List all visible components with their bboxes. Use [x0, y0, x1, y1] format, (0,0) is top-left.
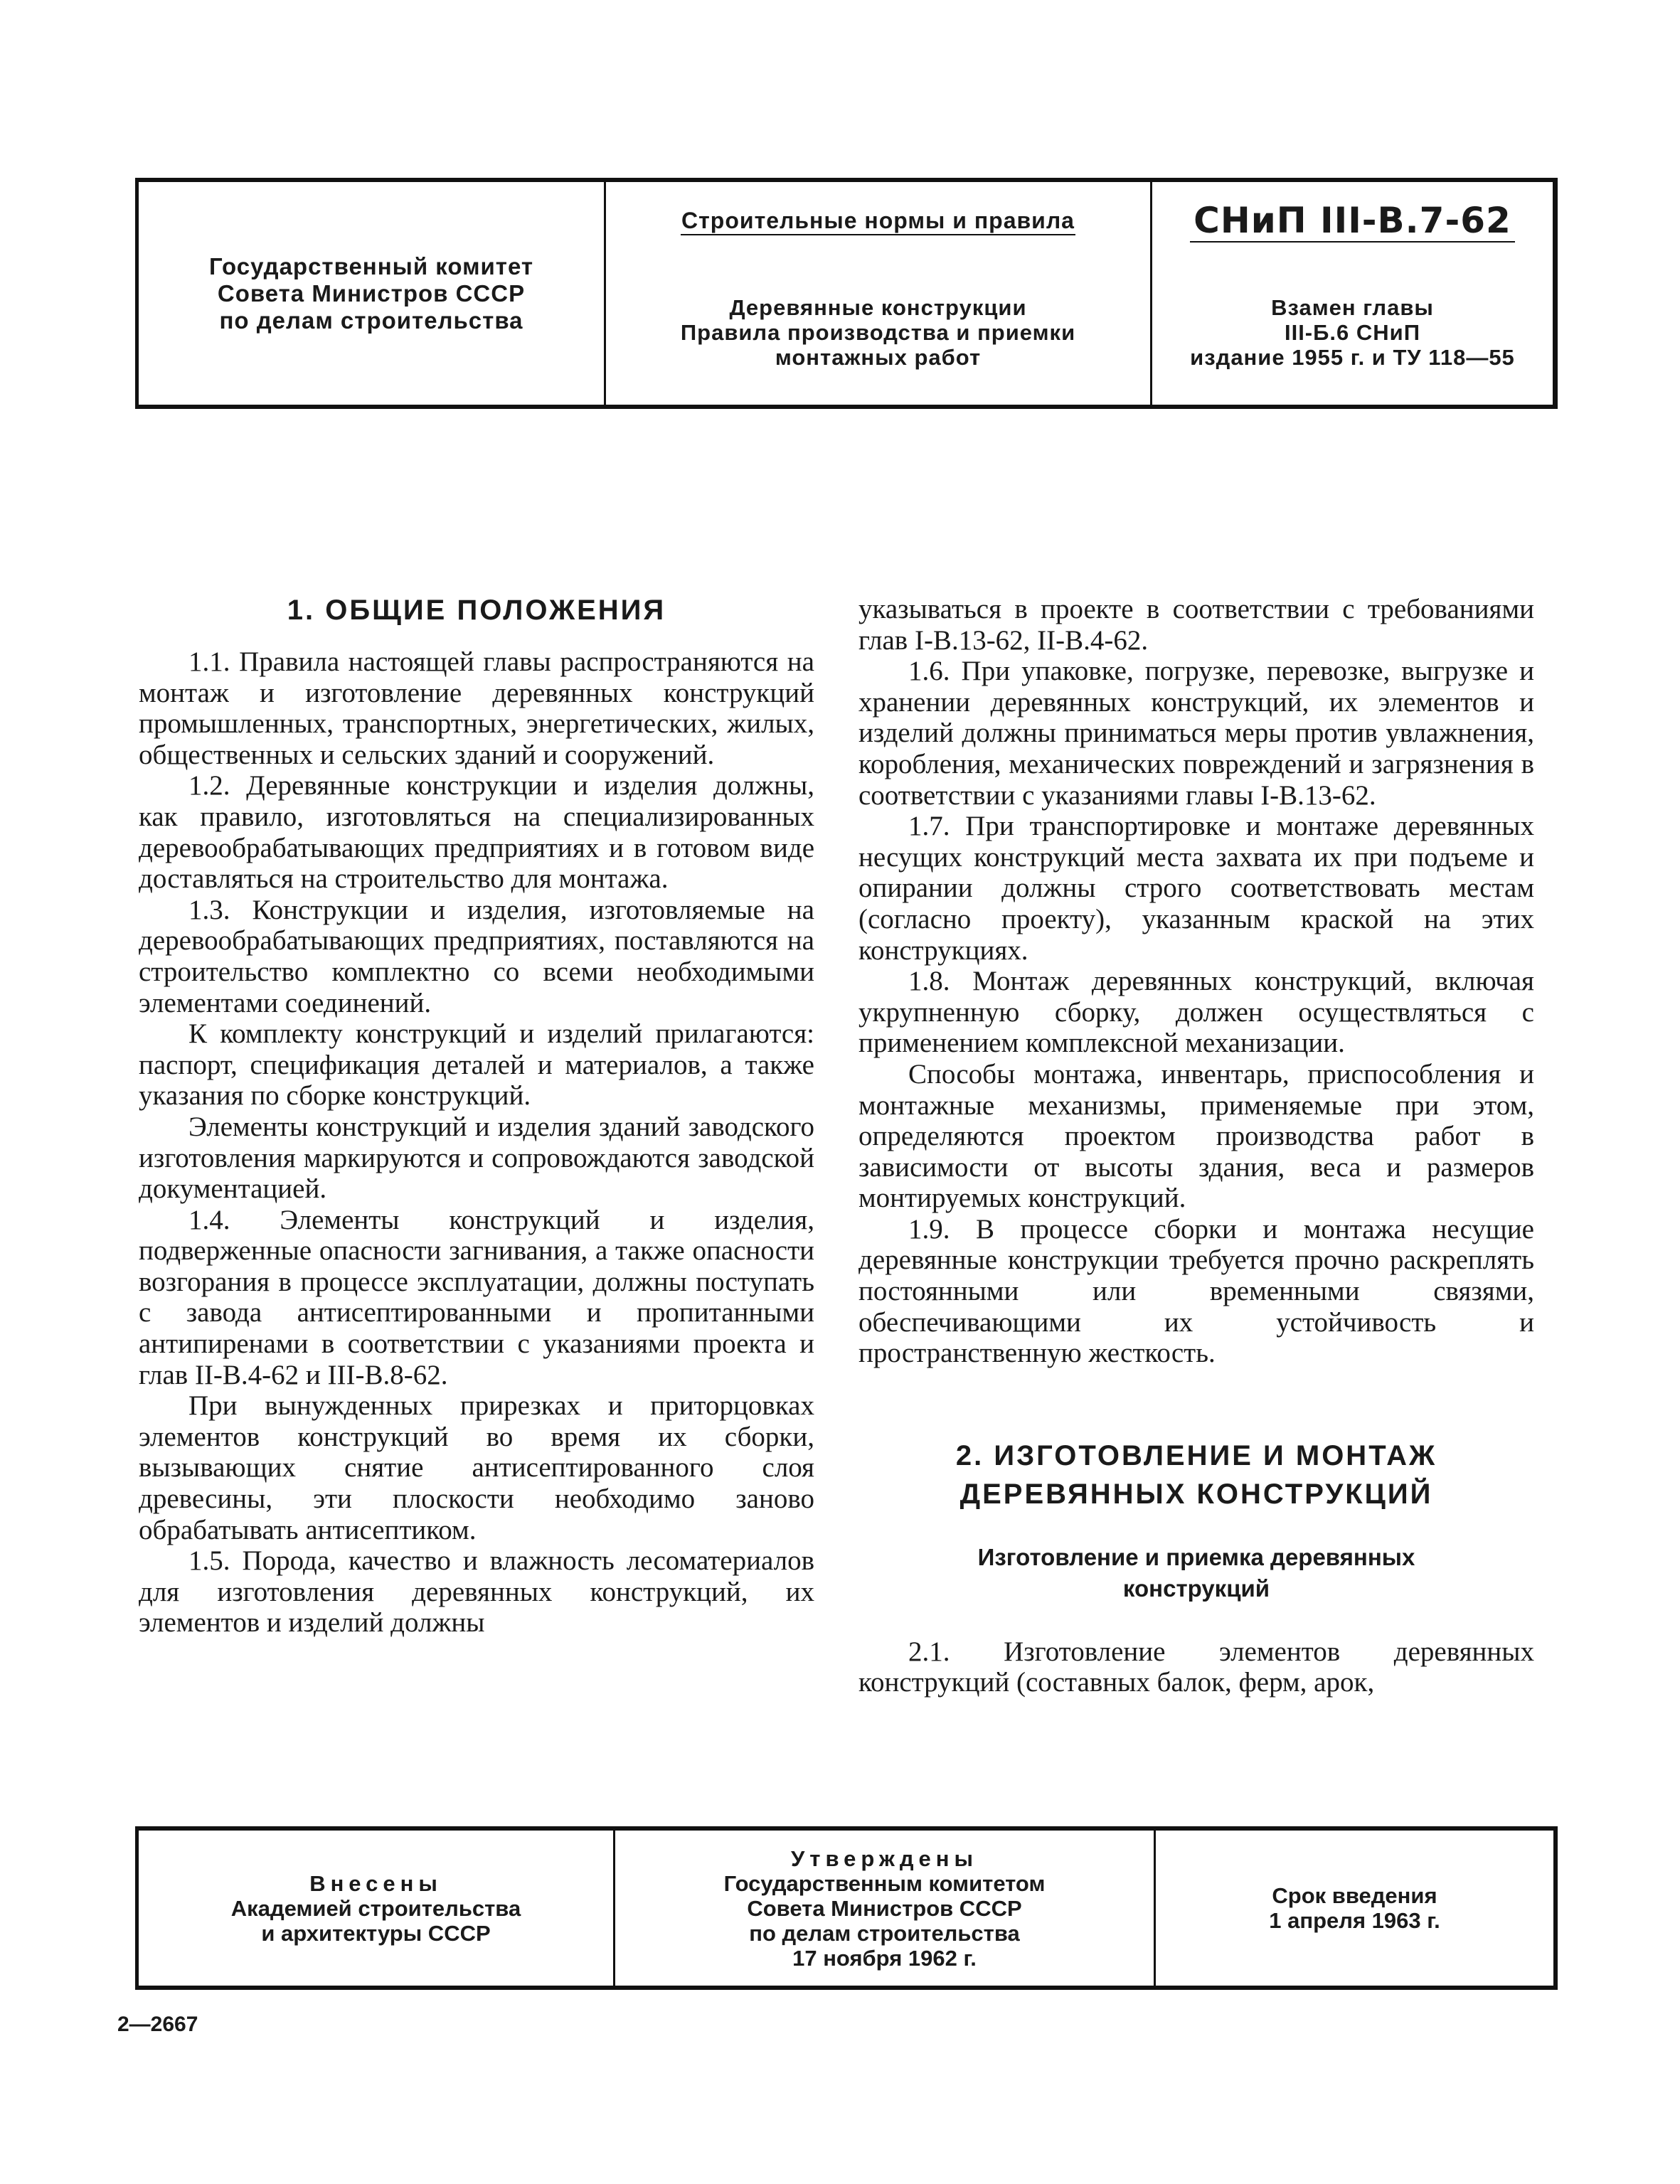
footer-table: [135, 1826, 1558, 1990]
code-cell: [1152, 182, 1553, 405]
submitted-cell: [139, 1831, 615, 1986]
title-cell: [606, 182, 1152, 405]
paragraph: 1.1. Правила настоящей главы распространяются на монтаж и изготовление деревянных конструкций промышленных, транспортных, энергетических, жилых, общественных и сельских зданий и сооружений.: [139, 646, 814, 770]
paragraph: 1.9. В процессе сборки и монтажа несущие деревянные конструкции требуется прочно раскреплять постоянными или временными связями, обеспечивающими их устойчивость и пространственную жесткость.: [858, 1213, 1534, 1369]
right-column: [858, 594, 1534, 1698]
committee-cell: Государственный комитет Совета Министров СССР по делам строительства: [139, 182, 606, 405]
doc-code: СНиП III-В.7-62: [1190, 200, 1515, 243]
paragraph: 1.7. При транспортировке и монтаже деревянных несущих конструкций места захвата их при подъеме и опирании должны строго соответствовать местам (согласно проекту), указанным краской на этих конструкциях.: [858, 811, 1534, 966]
paragraph: Элементы конструкций и изделия зданий заводского изготовления маркируются и сопровождаются заводской документацией.: [139, 1111, 814, 1205]
header-table: [135, 178, 1558, 409]
paragraph: 1.3. Конструкции и изделия, изготовляемые на деревообрабатывающих предприятиях, поставляются на строительство комплектно со всеми необходимыми элементами соединений.: [139, 894, 814, 1018]
page-code: 2—2667: [117, 2013, 198, 2036]
paragraph: К комплекту конструкций и изделий прилагаются: паспорт, спецификация деталей и материалов, а также указания по сборке конструкций.: [139, 1018, 814, 1112]
paragraph: 1.4. Элементы конструкций и изделия, подверженные опасности загнивания, а также опасности возгорания в процессе эксплуатации, должны поступать с завода антисептированными и пропитанными антипиренами в соответствии с указаниями проекта и глав II-В.4-62 и III-В.8-62.: [139, 1204, 814, 1390]
paragraph: 1.6. При упаковке, погрузке, перевозке, выгрузке и хранении деревянных конструкций, их элементов и изделий должны приниматься меры против увлажнения, коробления, механических повреждений и загрязнения в соответствии с указаниями главы I-В.13-62.: [858, 656, 1534, 811]
subsection-title: Изготовление и приемка деревянных конструкций: [977, 1543, 1415, 1602]
section-1-title: 1. ОБЩИЕ ПОЛОЖЕНИЯ: [287, 595, 666, 626]
subject-title: Деревянные конструкции Правила производства и приемки монтажных работ: [680, 295, 1076, 370]
effective-cell: [1156, 1831, 1553, 1986]
left-column: [139, 594, 814, 1639]
submitted-label: Внесены: [309, 1870, 442, 1896]
paragraph: 1.2. Деревянные конструкции и изделия должны, как правило, изготовляться на специализированных деревообрабатывающих предприятиях и в готовом виде доставляться на строительство для монтажа.: [139, 770, 814, 895]
paragraph: Способы монтажа, инвентарь, приспособления и монтажные механизмы, применяемые при этом, определяются проектом производства работ в зависимости от высоты здания, веса и размеров монтируемых конструкций.: [858, 1058, 1534, 1214]
submitted-by: Академией строительства и архитектуры СССР: [230, 1895, 521, 1946]
norms-title: Строительные нормы и правила: [681, 208, 1075, 235]
section-2-title: 2. ИЗГОТОВЛЕНИЕ И МОНТАЖ ДЕРЕВЯННЫХ КОНСТРУКЦИЙ: [955, 1439, 1437, 1510]
approved-cell: [615, 1831, 1156, 1986]
effective-date: Срок введения 1 апреля 1963 г.: [1269, 1883, 1440, 1933]
paragraph-continuation: указываться в проекте в соответствии с требованиями глав I-В.13-62, II-В.4-62.: [858, 594, 1534, 656]
approved-by: Государственным комитетом Совета Министров СССР по делам строительства 17 ноября 1962 г.: [723, 1870, 1046, 1971]
paragraph: 1.8. Монтаж деревянных конструкций, включая укрупненную сборку, должен осуществляться с применением комплексной механизации.: [858, 966, 1534, 1059]
paragraph: 1.5. Порода, качество и влажность лесоматериалов для изготовления деревянных конструкций, их элементов и изделий должны: [139, 1545, 814, 1639]
paragraph: 2.1. Изготовление элементов деревянных конструкций (составных балок, ферм, арок,: [858, 1636, 1534, 1698]
approved-label: Утверждены: [791, 1845, 978, 1871]
replaces-note: Взамен главы III-Б.6 СНиП издание 1955 г. и ТУ 118—55: [1190, 295, 1515, 370]
paragraph: При вынужденных прирезках и приторцовках элементов конструкций во время их сборки, вызывающих снятие антисептированного слоя древесины, эти плоскости необходимо заново обрабатывать антисептиком.: [139, 1390, 814, 1545]
